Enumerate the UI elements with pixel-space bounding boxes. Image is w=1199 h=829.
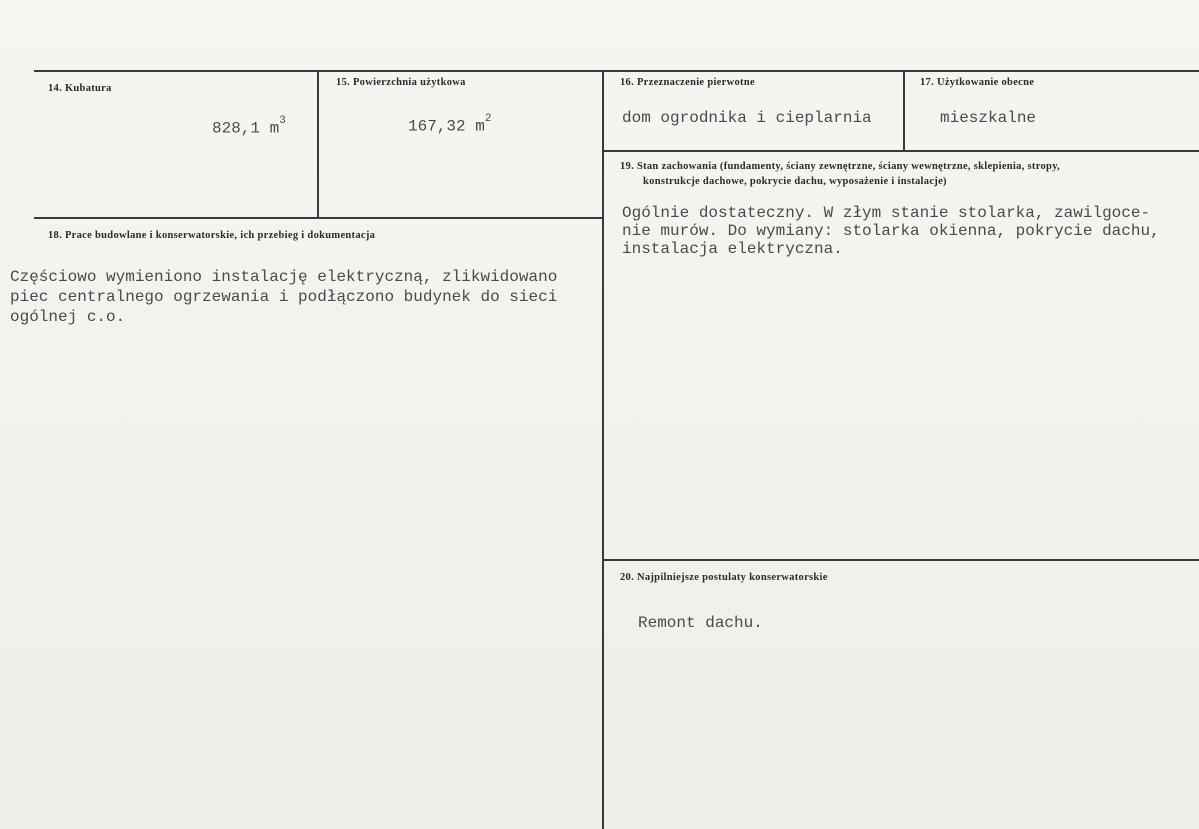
- field19-text-line2: nie murów. Do wymiany: stolarka okienna, pokrycie dachu,: [622, 222, 1160, 240]
- field18-text-line1: Częściowo wymieniono instalację elektryczną, zlikwidowano: [10, 268, 558, 286]
- rule-under-row1-right: [603, 150, 1199, 152]
- field19-label-line2: konstrukcje dachowe, pokrycie dachu, wyposażenie i instalacje): [643, 176, 947, 187]
- field18-text-line2: piec centralnego ogrzewania i podłączono budynek do sieci: [10, 288, 558, 306]
- field19-label-line1: 19. Stan zachowania (fundamenty, ściany zewnętrzne, ściany wewnętrzne, sklepienia, stropy,: [620, 161, 1061, 172]
- top-rule: [34, 70, 1199, 72]
- rule-above-field20: [603, 559, 1199, 561]
- divider-14-15: [317, 70, 319, 218]
- rule-under-row1-left: [34, 217, 604, 219]
- field17-value: mieszkalne: [940, 109, 1037, 127]
- field14-label: 14. Kubatura: [48, 83, 112, 94]
- field20-label: 20. Najpilniejsze postulaty konserwatorskie: [620, 572, 828, 583]
- field15-value: 167,32 $m^2$: [408, 113, 492, 136]
- field19-text-line3: instalacja elektryczna.: [622, 240, 843, 258]
- field20-value: Remont dachu.: [638, 614, 763, 632]
- field19-text-line1: Ogólnie dostateczny. W złym stanie stolarka, zawilgoce-: [622, 204, 1151, 222]
- field16-label: 16. Przeznaczenie pierwotne: [620, 77, 755, 88]
- divider-center: [602, 70, 604, 829]
- field16-value: dom ogrodnika i cieplarnia: [622, 109, 872, 127]
- field18-label: 18. Prace budowlane i konserwatorskie, ich przebieg i dokumentacja: [48, 230, 376, 241]
- field18-text-line3: ogólnej c.o.: [10, 308, 126, 326]
- field17-label: 17. Użytkowanie obecne: [920, 77, 1035, 88]
- field14-value: 828,1 $m^3$: [212, 115, 286, 138]
- divider-16-17: [903, 70, 905, 151]
- field15-label: 15. Powierzchnia użytkowa: [336, 77, 466, 88]
